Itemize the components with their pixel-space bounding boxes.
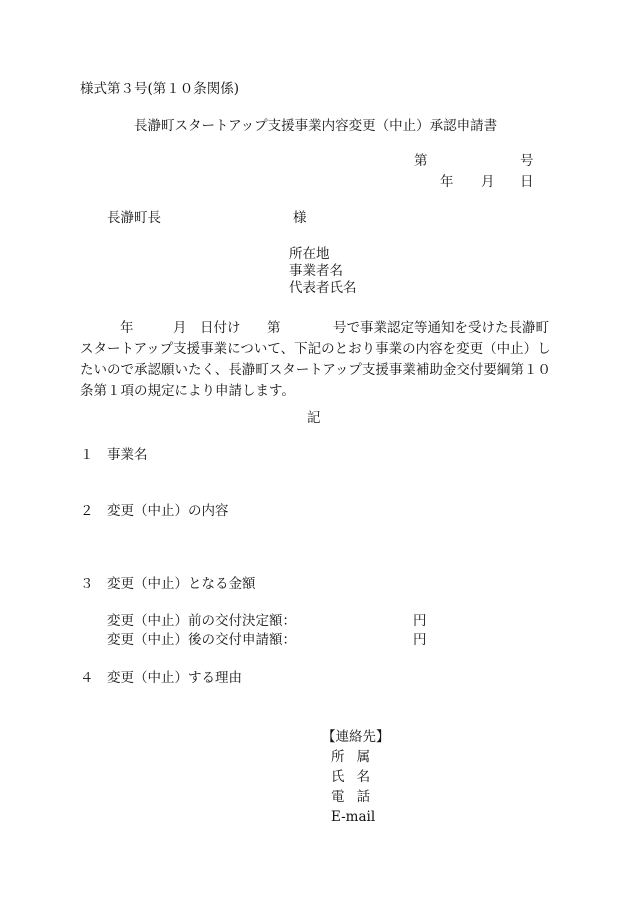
contact-header: 【連絡先】 bbox=[322, 729, 390, 745]
body-dated: 日付け bbox=[200, 320, 241, 336]
item-1-label: 事業名 bbox=[107, 447, 148, 463]
date-month: 月 bbox=[481, 174, 495, 190]
contact-affiliation-label: 所属 bbox=[331, 749, 383, 765]
contact-email-label: E-mail bbox=[331, 809, 376, 825]
amount-after-unit: 円 bbox=[413, 632, 427, 648]
item-1-number: １ bbox=[80, 447, 94, 463]
addressee-name: 長瀞町長 bbox=[107, 210, 161, 226]
body-line-2: スタートアップ支援事業について、下記のとおり事業の内容を変更（中止）し bbox=[80, 341, 551, 357]
date-year: 年 bbox=[440, 174, 454, 190]
body-month: 月 bbox=[173, 320, 187, 336]
contact-phone-label: 電話 bbox=[331, 789, 383, 805]
body-line1-rest: 号で事業認定等通知を受けた長瀞町 bbox=[333, 320, 549, 336]
item-2-number: ２ bbox=[80, 503, 94, 519]
form-number: 様式第３号(第１０条関係) bbox=[80, 81, 240, 97]
applicant-business-name-label: 事業者名 bbox=[289, 263, 343, 279]
item-3-number: ３ bbox=[80, 576, 94, 592]
contact-block bbox=[322, 727, 390, 827]
body-paragraph bbox=[80, 318, 550, 402]
item-3-label: 変更（中止）となる金額 bbox=[107, 576, 256, 592]
item-2-label: 変更（中止）の内容 bbox=[107, 503, 229, 519]
addressee-honorific: 様 bbox=[293, 210, 307, 226]
contact-name-label: 氏名 bbox=[331, 769, 383, 785]
body-line-4: 条第１項の規定により申請します。 bbox=[80, 383, 295, 399]
item-4-label: 変更（中止）する理由 bbox=[107, 670, 242, 686]
item-4-number: ４ bbox=[80, 670, 94, 686]
body-line-3: たいので承認願いたく、長瀞町スタートアップ支援事業補助金交付要綱第１０ bbox=[80, 362, 551, 378]
applicant-representative-label: 代表者氏名 bbox=[289, 280, 357, 296]
amount-after-label: 変更（中止）後の交付申請額： bbox=[107, 632, 296, 648]
amount-before-label: 変更（中止）前の交付決定額： bbox=[107, 613, 296, 629]
document-title: 長瀞町スタートアップ支援事業内容変更（中止）承認申請書 bbox=[134, 118, 498, 134]
amount-before-unit: 円 bbox=[413, 613, 427, 629]
date-day: 日 bbox=[520, 174, 534, 190]
body-no: 第 bbox=[267, 320, 281, 336]
ki-heading: 記 bbox=[307, 410, 321, 426]
doc-number-prefix: 第 bbox=[414, 153, 428, 169]
doc-number-suffix: 号 bbox=[520, 153, 534, 169]
applicant-location-label: 所在地 bbox=[289, 246, 330, 262]
body-year: 年 bbox=[120, 320, 134, 336]
